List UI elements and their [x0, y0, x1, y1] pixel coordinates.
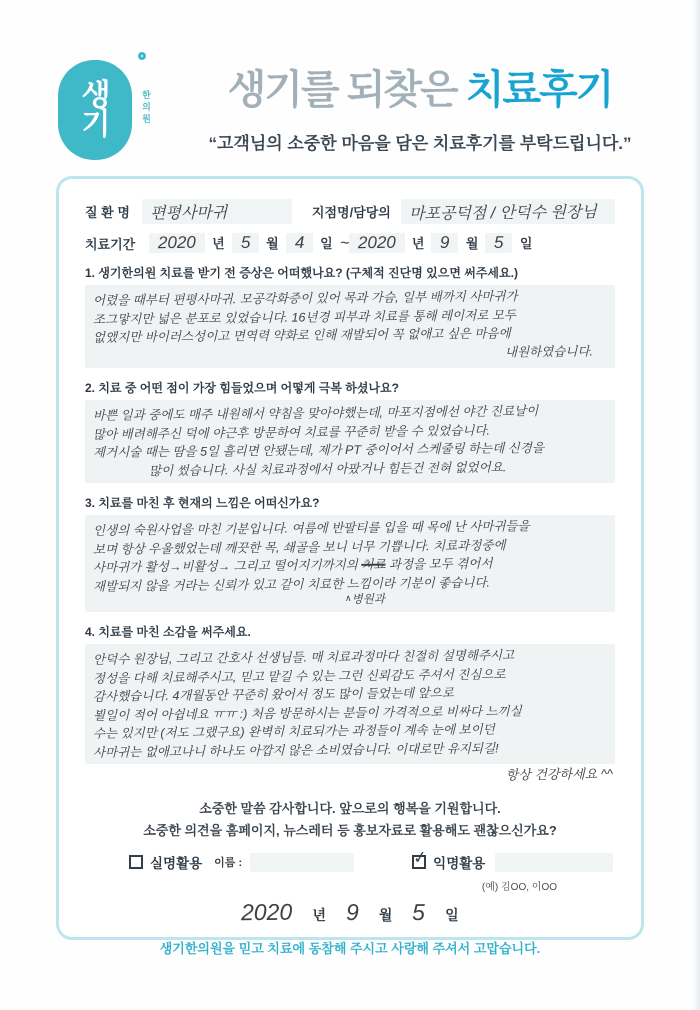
answer-line: 바쁜 일과 중에도 매주 내원해서 약침을 맞아야했는데, 마포지점에선 야간 진료날이: [92, 404, 539, 423]
answer-line: 없앴지만 바이러스성이고 면역력 약화로 인해 재발되어 꼭 없애고 싶은 마음에: [92, 326, 511, 345]
question-4-label: 4. 치료를 마친 소감을 써주세요.: [85, 625, 251, 639]
question-3-answer[interactable]: [85, 515, 615, 612]
answer-line: 조그맣지만 넓은 분포로 있었습니다. 16년경 피부과 치료를 통해 레이저로 모두: [92, 307, 517, 327]
title-accent: 치료후기: [465, 68, 613, 112]
month-unit: 월: [266, 236, 279, 251]
answer-line: 수는 있지만 (저도 그랬구요) 완벽히 치료되가는 과정들이 계속 눈에 보이던: [92, 722, 495, 741]
month-unit-2: 월: [465, 236, 479, 251]
review-form-card: [56, 176, 644, 956]
line-pre: 사마귀가 활성→비활성→ 그리고 떨어지기까지의: [92, 557, 362, 575]
date-year-unit: 년: [312, 907, 327, 923]
sign-off-note: 항상 건강하세요 ^^: [505, 766, 614, 783]
question-3-label: 3. 치료를 마친 후 현재의 느낌은 어떠신가요?: [85, 496, 320, 510]
anonymous-name-input[interactable]: [495, 853, 613, 872]
day-unit: 일: [320, 236, 333, 251]
check-icon: ✓: [411, 847, 429, 868]
answer-line: 내원하였습니다.: [504, 343, 594, 359]
header: [0, 0, 700, 176]
answer-line: 사마귀는 없애고나니 하나도 아깝지 않은 소비였습니다. 이대로만 유지되길!: [92, 740, 499, 760]
insert-caret-icon: ∧: [344, 592, 352, 604]
answer-line: 뵐일이 적어 아쉽네요 ㅠㅠ :) 처음 방문하시는 분들이 가격적으로 비싸다 느끼실: [92, 703, 522, 723]
answer-line: 인생의 숙원사업을 마친 기분입니다. 여름에 반팔티를 입을 때 목에 난 사마귀들을: [92, 519, 530, 538]
logo-pill-icon: [58, 60, 132, 160]
question-4-answer[interactable]: [85, 644, 615, 764]
logo-char-bottom: 기: [81, 108, 109, 141]
date-day: 5: [412, 898, 426, 926]
answer-line: 어렸을 때부터 편평사마귀. 모공각화증이 있어 목과 가슴, 일부 배까지 사마귀가: [92, 289, 518, 308]
name-label: 이름 :: [214, 857, 243, 869]
question-2: [85, 379, 615, 483]
field-row-top: [85, 199, 615, 224]
year-unit-2: 년: [411, 236, 425, 251]
question-1-answer[interactable]: [85, 285, 615, 368]
answer-line: 안덕수 원장님, 그리고 간호사 선생님들. 매 치료과정마다 친절히 설명해주시고: [92, 648, 515, 667]
disease-label: 질 환 명: [85, 205, 130, 220]
branch-label: 지점명/담당의: [311, 205, 391, 220]
answer-line: 보며 항상 우울했었는데 깨끗한 목, 쇄골을 보니 너무 기쁩니다. 치료과정중에: [92, 537, 506, 557]
period-separator: ~: [339, 234, 350, 253]
day-unit-2: 일: [519, 236, 533, 251]
realname-checkbox[interactable]: [129, 855, 143, 869]
period-end-day: 5: [485, 233, 513, 253]
line-post: 과정을 모두 겪어서: [385, 556, 493, 572]
period-start-month: 5: [232, 233, 260, 253]
answer-line: 제거시술 때는 땀을 5일 흘리면 안됐는데, 제가 PT 중이어서 스케줄링 하는데 신경을: [92, 440, 545, 460]
question-1-label: 1. 생기한의원 치료를 받기 전 증상은 어떠했나요? (구체적 진단명 있으면 써주세요.): [85, 266, 518, 280]
consent-options: [129, 847, 615, 872]
struck-word: 치료: [361, 557, 386, 572]
question-2-answer[interactable]: [85, 400, 615, 483]
thanks-message-1: 소중한 말씀 감사합니다. 앞으로의 행복을 기원합니다.: [199, 801, 501, 816]
title-block: [150, 58, 690, 154]
field-row-period: [85, 233, 615, 253]
logo-dot-icon: [138, 52, 146, 60]
answer-line: 많이 썼습니다. 사실 치료과정에서 아팠거나 힘든건 전혀 없었어요.: [148, 459, 507, 478]
date-month-unit: 월: [378, 907, 393, 923]
answer-line: 정성을 다해 치료해주시고, 믿고 맡길 수 있는 그런 신뢰감도 주셔서 진심으로: [92, 666, 506, 686]
thanks-message-2: 소중한 의견을 홈페이지, 뉴스레터 등 홍보자료로 활용해도 괜찮으신가요?: [143, 823, 557, 838]
period-start-day: 4: [286, 233, 314, 253]
question-2-label: 2. 치료 중 어떤 점이 가장 힘들었으며 어떻게 극복 하셨나요?: [85, 381, 399, 395]
logo-char-top: 생: [81, 78, 109, 112]
anonymous-checkbox[interactable]: [411, 847, 429, 869]
period-start-year: 2020: [149, 233, 205, 254]
answer-line: 많아 배려해주신 덕에 야근후 방문하여 치료를 꾸준히 받을 수 있었습니다.: [92, 423, 491, 442]
anonymous-option: [411, 847, 613, 872]
date-month: 9: [345, 898, 359, 926]
title-prefix: 생기를 되찾은: [227, 68, 457, 112]
question-4: [85, 623, 615, 785]
branch-value: 마포공덕점 / 안덕수 원장님: [408, 204, 597, 223]
disease-value: 편평사마귀: [149, 204, 228, 223]
name-input[interactable]: [250, 853, 354, 872]
inserted-word: 병원과: [351, 593, 385, 606]
date-year: 2020: [241, 898, 293, 926]
realname-label: 실명활용: [150, 856, 203, 871]
page-title: [150, 58, 690, 115]
year-unit: 년: [212, 236, 225, 251]
period-label: 치료기간: [85, 236, 136, 252]
question-1: [85, 264, 615, 368]
signature-date: [85, 899, 615, 926]
disease-field[interactable]: [142, 199, 292, 224]
answer-line: 재발되지 않을 거라는 신뢰가 있고 같이 치료한 느낌이라 기분이 좋습니다.: [92, 575, 491, 594]
branch-field[interactable]: [401, 199, 615, 224]
period-field[interactable]: [149, 233, 539, 253]
page-subtitle: “고객님의 소중한 마음을 담은 치료후기를 부탁드립니다.”: [208, 134, 632, 153]
question-3: [85, 494, 615, 612]
date-day-unit: 일: [445, 907, 459, 923]
logo-subtext: 한의원: [141, 90, 151, 126]
period-end-month: 9: [431, 233, 459, 253]
answer-line: 감사했습니다. 4개월동안 꾸준히 왔어서 정도 많이 들었는데 앞으로: [92, 685, 454, 704]
anonymous-label: 익명활용: [433, 856, 486, 871]
example-note: (예) 김OO, 이OO: [481, 882, 557, 893]
period-end-year: 2020: [349, 233, 405, 254]
closing-message: 생기한의원을 믿고 치료에 동참해 주시고 사랑해 주셔서 고맙습니다.: [159, 941, 541, 956]
